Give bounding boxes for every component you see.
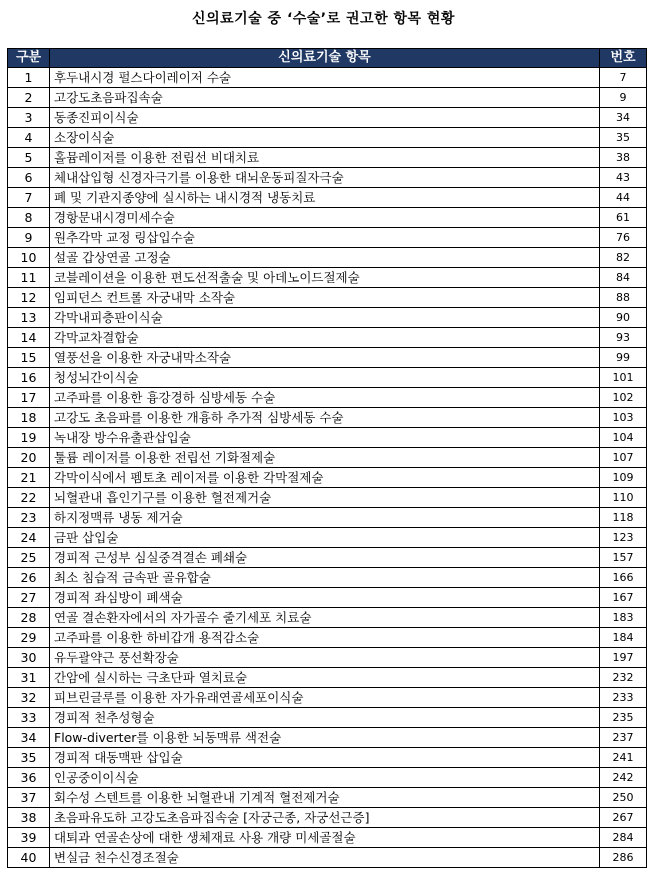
table-row <box>8 148 647 168</box>
row-num: 38 <box>8 808 50 828</box>
row-num: 1 <box>8 68 50 88</box>
row-page: 7 <box>600 68 647 88</box>
row-page: 166 <box>600 568 647 588</box>
row-num: 12 <box>8 288 50 308</box>
table-row <box>8 248 647 268</box>
row-page: 237 <box>600 728 647 748</box>
row-item: 고주파를 이용한 하비갑개 용적감소술 <box>50 628 600 648</box>
row-item: 고강도초음파집속술 <box>50 88 600 108</box>
row-num: 33 <box>8 708 50 728</box>
row-page: 76 <box>600 228 647 248</box>
row-num: 5 <box>8 148 50 168</box>
row-item: 뇌혈관내 흡인기구를 이용한 혈전제거술 <box>50 488 600 508</box>
row-num: 25 <box>8 548 50 568</box>
table-row <box>8 168 647 188</box>
row-num: 11 <box>8 268 50 288</box>
table-row <box>8 448 647 468</box>
table-row <box>8 188 647 208</box>
row-item: 금판 삽입술 <box>50 528 600 548</box>
table-row <box>8 68 647 88</box>
table-row <box>8 728 647 748</box>
table-row <box>8 388 647 408</box>
row-item: 유두괄약근 풍선확장술 <box>50 648 600 668</box>
row-item: 원추각막 교정 링삽입수술 <box>50 228 600 248</box>
row-item: 청성뇌간이식술 <box>50 368 600 388</box>
row-num: 19 <box>8 428 50 448</box>
row-page: 44 <box>600 188 647 208</box>
row-item: 대퇴과 연골손상에 대한 생체재료 사용 개량 미세골절술 <box>50 828 600 848</box>
table-row <box>8 228 647 248</box>
page-title: 신의료기술 중 ‘수술’로 권고한 항목 현황 <box>192 11 455 27</box>
table-row <box>8 208 647 228</box>
row-page: 88 <box>600 288 647 308</box>
row-num: 32 <box>8 688 50 708</box>
row-page: 99 <box>600 348 647 368</box>
table-row <box>8 668 647 688</box>
row-num: 17 <box>8 388 50 408</box>
row-item: 소장이식술 <box>50 128 600 148</box>
row-num: 3 <box>8 108 50 128</box>
row-page: 242 <box>600 768 647 788</box>
row-item: 변실금 천수신경조절술 <box>50 848 600 868</box>
table-row <box>8 848 647 868</box>
table-row <box>8 768 647 788</box>
row-page: 184 <box>600 628 647 648</box>
row-item: 각막내피층판이식술 <box>50 308 600 328</box>
row-num: 14 <box>8 328 50 348</box>
row-page: 123 <box>600 528 647 548</box>
row-item: 임피던스 컨트롤 자궁내막 소작술 <box>50 288 600 308</box>
row-page: 110 <box>600 488 647 508</box>
row-page: 183 <box>600 608 647 628</box>
table-row <box>8 708 647 728</box>
row-num: 15 <box>8 348 50 368</box>
table-row <box>8 528 647 548</box>
row-item: 고주파를 이용한 흉강경하 심방세동 수술 <box>50 388 600 408</box>
row-item: 고강도 초음파를 이용한 개흉하 추가적 심방세동 수술 <box>50 408 600 428</box>
row-item: 경피적 근성부 심실중격결손 폐쇄술 <box>50 548 600 568</box>
table-row <box>8 588 647 608</box>
row-page: 241 <box>600 748 647 768</box>
table-row <box>8 408 647 428</box>
row-page: 61 <box>600 208 647 228</box>
row-num: 24 <box>8 528 50 548</box>
table-row <box>8 88 647 108</box>
table-row <box>8 128 647 148</box>
table-header-row <box>8 49 647 68</box>
row-num: 2 <box>8 88 50 108</box>
row-num: 18 <box>8 408 50 428</box>
table-row <box>8 488 647 508</box>
row-item: 열풍선을 이용한 자궁내막소작술 <box>50 348 600 368</box>
row-page: 232 <box>600 668 647 688</box>
row-page: 286 <box>600 848 647 868</box>
row-page: 267 <box>600 808 647 828</box>
row-num: 10 <box>8 248 50 268</box>
row-num: 22 <box>8 488 50 508</box>
row-num: 28 <box>8 608 50 628</box>
row-page: 104 <box>600 428 647 448</box>
row-item: 회수성 스텐트를 이용한 뇌혈관내 기계적 혈전제거술 <box>50 788 600 808</box>
row-page: 43 <box>600 168 647 188</box>
row-page: 157 <box>600 548 647 568</box>
table-row <box>8 268 647 288</box>
row-page: 118 <box>600 508 647 528</box>
row-page: 250 <box>600 788 647 808</box>
row-num: 9 <box>8 228 50 248</box>
row-num: 13 <box>8 308 50 328</box>
row-num: 7 <box>8 188 50 208</box>
row-page: 9 <box>600 88 647 108</box>
row-page: 84 <box>600 268 647 288</box>
header-page: 번호 <box>600 49 647 68</box>
row-num: 23 <box>8 508 50 528</box>
row-item: 최소 침습적 금속판 골유합술 <box>50 568 600 588</box>
row-num: 30 <box>8 648 50 668</box>
row-num: 8 <box>8 208 50 228</box>
row-page: 35 <box>600 128 647 148</box>
table-row <box>8 508 647 528</box>
table-row <box>8 568 647 588</box>
row-page: 101 <box>600 368 647 388</box>
row-page: 102 <box>600 388 647 408</box>
table-row <box>8 328 647 348</box>
row-num: 31 <box>8 668 50 688</box>
table-row <box>8 828 647 848</box>
items-table <box>7 48 647 868</box>
table-row <box>8 308 647 328</box>
row-item: 초음파유도하 고강도초음파집속술 [자궁근종, 자궁선근증] <box>50 808 600 828</box>
row-item: 인공중이이식술 <box>50 768 600 788</box>
row-num: 37 <box>8 788 50 808</box>
row-page: 167 <box>600 588 647 608</box>
row-page: 109 <box>600 468 647 488</box>
row-item: 동종진피이식술 <box>50 108 600 128</box>
table-row <box>8 788 647 808</box>
row-item: 각막이식에서 펨토초 레이저를 이용한 각막절제술 <box>50 468 600 488</box>
table-row <box>8 608 647 628</box>
row-page: 235 <box>600 708 647 728</box>
header-num: 구분 <box>8 49 50 68</box>
table-row <box>8 548 647 568</box>
row-item: 설골 갑상연골 고정술 <box>50 248 600 268</box>
row-item: 코블레이션을 이용한 편도선적출술 및 아데노이드절제술 <box>50 268 600 288</box>
items-table-container <box>7 48 646 868</box>
row-page: 107 <box>600 448 647 468</box>
row-num: 27 <box>8 588 50 608</box>
table-body <box>8 68 647 868</box>
row-page: 93 <box>600 328 647 348</box>
table-row <box>8 468 647 488</box>
table-row <box>8 428 647 448</box>
table-row <box>8 648 647 668</box>
row-num: 26 <box>8 568 50 588</box>
row-item: 녹내장 방수유출관삽입술 <box>50 428 600 448</box>
row-item: 간암에 실시하는 극초단파 열치료술 <box>50 668 600 688</box>
row-item: 체내삽입형 신경자극기를 이용한 대뇌운동피질자극술 <box>50 168 600 188</box>
row-num: 35 <box>8 748 50 768</box>
table-row <box>8 628 647 648</box>
row-page: 284 <box>600 828 647 848</box>
header-item: 신의료기술 항목 <box>50 49 600 68</box>
table-row <box>8 688 647 708</box>
table-row <box>8 808 647 828</box>
row-item: 홀뮴레이저를 이용한 전립선 비대치료 <box>50 148 600 168</box>
row-num: 20 <box>8 448 50 468</box>
row-page: 34 <box>600 108 647 128</box>
row-num: 6 <box>8 168 50 188</box>
row-item: 하지정맥류 냉동 제거술 <box>50 508 600 528</box>
row-num: 34 <box>8 728 50 748</box>
row-item: 후두내시경 펄스다이레이저 수술 <box>50 68 600 88</box>
row-item: 툴륨 레이저를 이용한 전립선 기화절제술 <box>50 448 600 468</box>
table-row <box>8 348 647 368</box>
row-num: 36 <box>8 768 50 788</box>
row-item: 피브린글루를 이용한 자가유래연골세포이식술 <box>50 688 600 708</box>
row-item: Flow-diverter를 이용한 뇌동맥류 색전술 <box>50 728 600 748</box>
row-num: 40 <box>8 848 50 868</box>
table-row <box>8 368 647 388</box>
row-page: 233 <box>600 688 647 708</box>
row-item: 경피적 좌심방이 폐색술 <box>50 588 600 608</box>
row-num: 21 <box>8 468 50 488</box>
row-page: 103 <box>600 408 647 428</box>
row-item: 경피적 대동맥판 삽입술 <box>50 748 600 768</box>
table-row <box>8 108 647 128</box>
row-num: 16 <box>8 368 50 388</box>
row-num: 4 <box>8 128 50 148</box>
row-item: 경피적 천추성형술 <box>50 708 600 728</box>
row-num: 29 <box>8 628 50 648</box>
row-item: 연골 결손환자에서의 자가골수 줄기세포 치료술 <box>50 608 600 628</box>
row-num: 39 <box>8 828 50 848</box>
row-page: 38 <box>600 148 647 168</box>
row-page: 90 <box>600 308 647 328</box>
table-row <box>8 748 647 768</box>
table-row <box>8 288 647 308</box>
row-page: 197 <box>600 648 647 668</box>
row-page: 82 <box>600 248 647 268</box>
row-item: 경항문내시경미세수술 <box>50 208 600 228</box>
row-item: 폐 및 기관지종양에 실시하는 내시경적 냉동치료 <box>50 188 600 208</box>
row-item: 각막교차결합술 <box>50 328 600 348</box>
